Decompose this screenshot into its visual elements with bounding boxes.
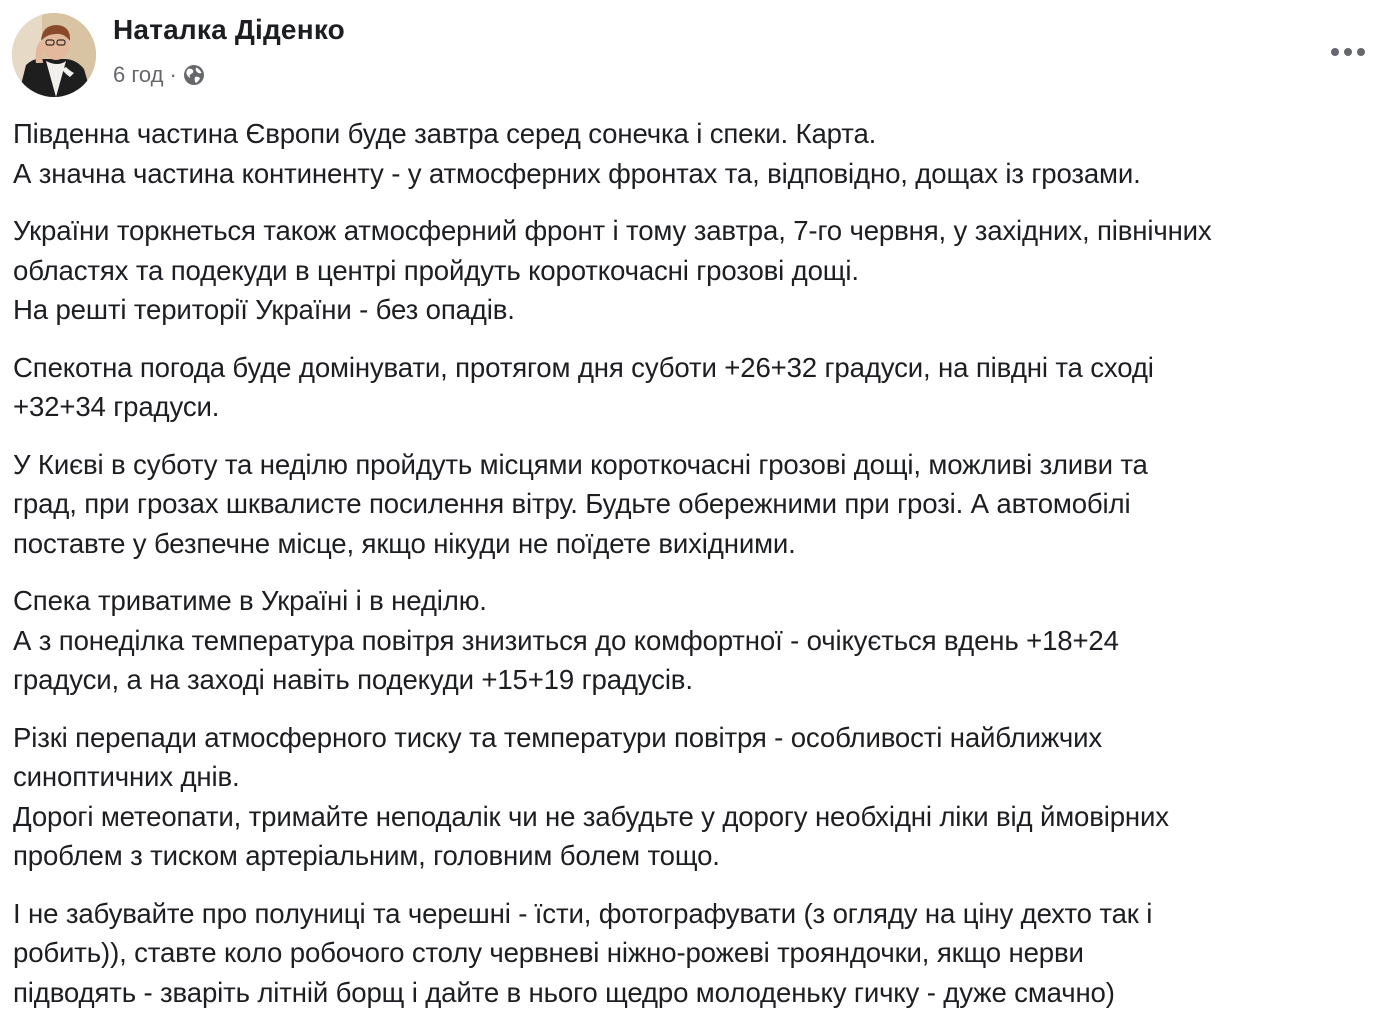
post-text-line: підводять - зваріть літній борщ і дайте в нього щедро молоденьку гичку - дуже смачно): [13, 976, 1115, 1008]
post-text-line: синоптичних днів.: [13, 761, 240, 792]
post-text-line: І не забувайте про полуниці та черешні - їсти, фотографувати (з огляду на ціну дехто так і: [13, 897, 1153, 929]
post-options-button[interactable]: [1322, 30, 1374, 74]
post-paragraph: [13, 348, 1393, 427]
post-paragraph: [13, 114, 1393, 193]
post-paragraph: [13, 581, 1393, 700]
more-horizontal-icon: [1329, 48, 1368, 56]
post-meta: [113, 60, 205, 90]
post-text-line: проблем з тиском артеріальним, головним болем тощо.: [13, 840, 720, 871]
post-text-line: У Києві в суботу та неділю пройдуть місцями короткочасні грозові дощі, можливі зливи та: [13, 448, 1148, 480]
post-text-line: поставте у безпечне місце, якщо нікуди не поїдете вихідними.: [13, 527, 796, 559]
post-paragraph: [13, 445, 1393, 564]
post-timestamp-link[interactable]: 6 год: [113, 62, 164, 87]
post-text: [13, 114, 1393, 1030]
globe-icon[interactable]: [183, 64, 205, 86]
post-text-line: На решті території України - без опадів.: [13, 294, 515, 325]
meta-separator: ·: [169, 62, 177, 87]
author-avatar[interactable]: [12, 13, 96, 97]
post-text-line: України торкнеться також атмосферний фронт і тому завтра, 7-го червня, у західних, північних: [13, 215, 1212, 246]
post-text-line: областях та подекуди в центрі пройдуть короткочасні грозові дощі.: [13, 254, 859, 286]
post-text-line: Дорогі метеопати, тримайте неподалік чи не забудьте у дорогу необхідні ліки від ймовірних: [13, 800, 1169, 832]
author-name-link[interactable]: Наталка Діденко: [113, 14, 345, 45]
post-text-line: град, при грозах шквалисте посилення вітру. Будьте обережними при грозі. А автомобілі: [13, 488, 1131, 519]
post-text-line: А значна частина континенту - у атмосферних фронтах та, відповідно, дощах із грозами.: [13, 157, 1141, 189]
post-text-line: робить)), ставте коло робочого столу червневі ніжно-рожеві трояндочки, якщо нерви: [13, 937, 1084, 968]
profile-photo-icon: [12, 13, 96, 97]
post-text-line: Спека триватиме в Україні і в неділю.: [13, 585, 487, 616]
post-text-line: Різкі перепади атмосферного тиску та температури повітря - особливості найближчих: [13, 721, 1103, 753]
post-text-line: Південна частина Європи буде завтра серед сонечка і спеки. Карта.: [13, 118, 877, 149]
post-paragraph: [13, 894, 1393, 1013]
post-text-line: Спекотна погода буде домінувати, протягом дня суботи +26+32 градуси, на півдні та сході: [13, 351, 1154, 383]
post-text-line: +32+34 градуси.: [13, 391, 220, 422]
post-paragraph: [13, 211, 1393, 330]
post-text-line: А з понеділка температура повітря знизиться до комфортної - очікується вдень +18+24: [13, 624, 1119, 656]
post-paragraph: [13, 718, 1393, 876]
post-text-line: градуси, а на заході навіть подекуди +15+19 градусів.: [13, 664, 693, 695]
post-header: [0, 0, 1400, 110]
